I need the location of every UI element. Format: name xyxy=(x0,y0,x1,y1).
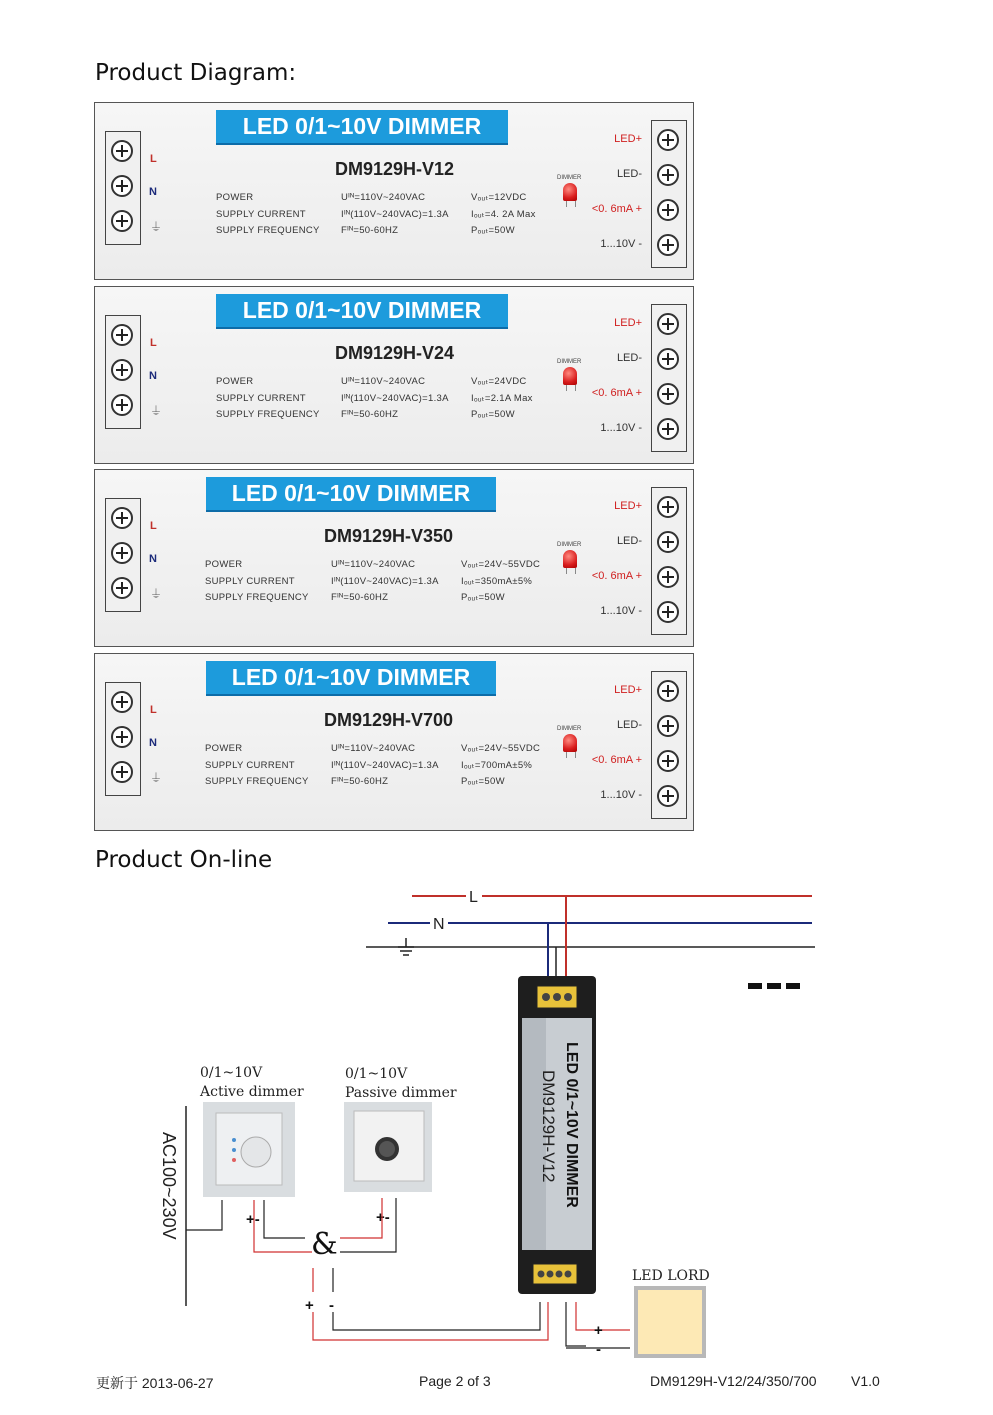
input-label-n: N xyxy=(149,370,157,382)
device-title: LED 0/1~10V DIMMER xyxy=(563,1042,580,1208)
terminal-screw-icon xyxy=(111,726,133,748)
spec-output: Vₒᵤₜ=24V~55VDC xyxy=(461,559,541,570)
led-icon xyxy=(563,183,577,201)
spec-label: SUPPLY CURRENT xyxy=(216,208,306,220)
spec-output: Iₒᵤₜ=2.1A Max xyxy=(471,392,533,404)
spec-output: Vₒᵤₜ=24VDC xyxy=(471,376,527,387)
output-label: 1...10V - xyxy=(600,789,642,801)
spec-input: Fᴵᴺ=50-60HZ xyxy=(341,409,399,420)
continuation-dashes xyxy=(748,983,800,989)
input-terminal-block xyxy=(105,315,141,429)
load-minus: - xyxy=(596,1341,601,1358)
product-panel xyxy=(94,653,694,831)
footer-version: V1.0 xyxy=(851,1373,880,1389)
panel-model: DM9129H-V12 xyxy=(335,159,455,179)
spec-input: Uᴵᴺ=110V~240VAC xyxy=(331,559,416,570)
terminal-screw-icon xyxy=(111,761,133,783)
output-label: LED- xyxy=(616,352,642,364)
input-label-n: N xyxy=(149,553,157,565)
footer-model-ref: DM9129H-V12/24/350/700 xyxy=(650,1373,817,1389)
terminal-screw-icon xyxy=(657,750,679,772)
output-label: LED+ xyxy=(614,500,642,512)
input-terminal-block xyxy=(105,498,141,612)
output-label: 1...10V - xyxy=(600,605,642,617)
led-load-label: LED LORD xyxy=(632,1268,710,1284)
dimmer-label: DIMMER xyxy=(557,175,582,181)
input-terminal-block xyxy=(105,682,141,796)
spec-output: Pₒᵤₜ=50W xyxy=(461,592,505,603)
panel-banner: LED 0/1~10V DIMMER xyxy=(216,110,508,143)
spec-input: Uᴵᴺ=110V~240VAC xyxy=(341,376,426,387)
spec-input: Fᴵᴺ=50-60HZ xyxy=(341,225,399,236)
active-dimmer-range: 0/1~10V xyxy=(200,1065,263,1081)
terminal-screw-icon xyxy=(657,601,679,623)
output-terminal-block xyxy=(651,671,687,819)
spec-input: Iᴵᴺ(110V~240VAC)=1.3A xyxy=(331,575,439,587)
ground-icon: ⏚ xyxy=(150,220,163,234)
terminal-screw-icon xyxy=(111,324,133,346)
terminal-screw-icon xyxy=(657,234,679,256)
terminal-screw-icon xyxy=(111,507,133,529)
terminal-screw-icon xyxy=(657,383,679,405)
passive-dimmer-terminals: +- xyxy=(376,1209,390,1226)
ground-icon: ⏚ xyxy=(150,404,163,418)
led-icon xyxy=(563,367,577,385)
control-minus: - xyxy=(329,1297,334,1314)
panel-model: DM9129H-V24 xyxy=(335,343,455,363)
input-label-l: L xyxy=(150,153,157,165)
terminal-screw-icon xyxy=(111,691,133,713)
spec-outputs xyxy=(471,374,533,424)
footer-page: Page 2 of 3 xyxy=(419,1373,491,1389)
terminal-screw-icon xyxy=(657,164,679,186)
spec-input: Fᴵᴺ=50-60HZ xyxy=(331,776,389,787)
spec-output: Vₒᵤₜ=12VDC xyxy=(471,192,527,203)
passive-dimmer-label: Passive dimmer xyxy=(345,1085,457,1101)
product-diagram-title: Product Diagram: xyxy=(95,60,297,86)
output-label: <0. 6mA + xyxy=(591,387,642,399)
active-dimmer-image xyxy=(203,1102,295,1197)
product-panel xyxy=(94,286,694,464)
spec-input: Fᴵᴺ=50-60HZ xyxy=(331,592,389,603)
input-label-l: L xyxy=(150,520,157,532)
wiring-diagram xyxy=(0,870,993,1370)
terminal-screw-icon xyxy=(111,577,133,599)
and-symbol: & xyxy=(311,1227,338,1262)
output-terminal-block xyxy=(651,304,687,452)
input-label-n: N xyxy=(149,737,157,749)
spec-labels xyxy=(205,557,309,607)
terminal-screw-icon xyxy=(111,210,133,232)
terminal-screw-icon xyxy=(657,199,679,221)
spec-input: Uᴵᴺ=110V~240VAC xyxy=(341,192,426,203)
led-icon xyxy=(563,550,577,568)
output-label: LED- xyxy=(616,168,642,180)
spec-label: POWER xyxy=(205,743,243,754)
terminal-screw-icon xyxy=(657,313,679,335)
input-label-l: L xyxy=(150,337,157,349)
terminal-screw-icon xyxy=(657,496,679,518)
dimmer-device xyxy=(518,976,596,1294)
spec-label: POWER xyxy=(216,192,254,203)
terminal-screw-icon xyxy=(657,785,679,807)
dimmer-label: DIMMER xyxy=(557,359,582,365)
terminal-screw-icon xyxy=(111,542,133,564)
terminal-screw-icon xyxy=(111,140,133,162)
spec-outputs xyxy=(461,557,540,607)
terminal-screw-icon xyxy=(657,129,679,151)
panel-model: DM9129H-V700 xyxy=(324,710,454,730)
ac-voltage-label: AC100~230V xyxy=(159,1132,179,1240)
output-label: LED+ xyxy=(614,317,642,329)
spec-output: Pₒᵤₜ=50W xyxy=(471,225,515,236)
spec-label: SUPPLY CURRENT xyxy=(205,759,295,771)
ground-icon xyxy=(398,938,414,955)
spec-outputs xyxy=(461,741,540,791)
panel-banner: LED 0/1~10V DIMMER xyxy=(206,477,496,510)
spec-input: Iᴵᴺ(110V~240VAC)=1.3A xyxy=(341,392,449,404)
spec-output: Iₒᵤₜ=700mA±5% xyxy=(461,759,533,771)
spec-input: Iᴵᴺ(110V~240VAC)=1.3A xyxy=(341,208,449,220)
terminal-screw-icon xyxy=(111,359,133,381)
output-label: LED+ xyxy=(614,684,642,696)
spec-label: SUPPLY FREQUENCY xyxy=(216,225,320,236)
terminal-screw-icon xyxy=(657,348,679,370)
panel-banner: LED 0/1~10V DIMMER xyxy=(216,294,508,327)
output-label: <0. 6mA + xyxy=(591,754,642,766)
ground-icon: ⏚ xyxy=(150,771,163,785)
ground-icon: ⏚ xyxy=(150,587,163,601)
active-dimmer-terminals: +- xyxy=(246,1211,260,1228)
line-l-label: L xyxy=(469,889,478,906)
terminal-screw-icon xyxy=(657,680,679,702)
dimmer-label: DIMMER xyxy=(557,726,582,732)
input-terminal-block xyxy=(105,131,141,245)
output-label: 1...10V - xyxy=(600,422,642,434)
panel-model: DM9129H-V350 xyxy=(324,526,454,546)
output-label: 1...10V - xyxy=(600,238,642,250)
output-terminal-block xyxy=(651,120,687,268)
panel-banner: LED 0/1~10V DIMMER xyxy=(206,661,496,694)
spec-output: Pₒᵤₜ=50W xyxy=(461,776,505,787)
terminal-screw-icon xyxy=(657,418,679,440)
spec-label: SUPPLY FREQUENCY xyxy=(205,776,309,787)
output-label: LED- xyxy=(616,535,642,547)
terminal-screw-icon xyxy=(111,394,133,416)
output-terminal-block xyxy=(651,487,687,635)
spec-label: SUPPLY CURRENT xyxy=(216,392,306,404)
spec-labels xyxy=(216,190,320,240)
passive-dimmer-range: 0/1~10V xyxy=(345,1066,408,1082)
spec-label: SUPPLY FREQUENCY xyxy=(205,592,309,603)
passive-dimmer-image xyxy=(344,1102,432,1192)
input-label-l: L xyxy=(150,704,157,716)
input-label-n: N xyxy=(149,186,157,198)
product-online-title: Product On-line xyxy=(95,847,273,873)
output-label: LED- xyxy=(616,719,642,731)
control-plus: + xyxy=(305,1297,314,1314)
spec-outputs xyxy=(471,190,536,240)
spec-output: Iₒᵤₜ=350mA±5% xyxy=(461,575,533,587)
spec-input: Iᴵᴺ(110V~240VAC)=1.3A xyxy=(331,759,439,771)
output-label: <0. 6mA + xyxy=(591,203,642,215)
line-n-label: N xyxy=(433,916,445,933)
dimmer-label: DIMMER xyxy=(557,542,582,548)
spec-label: POWER xyxy=(205,559,243,570)
active-dimmer-label: Active dimmer xyxy=(200,1084,304,1100)
spec-output: Pₒᵤₜ=50W xyxy=(471,409,515,420)
spec-output: Vₒᵤₜ=24V~55VDC xyxy=(461,743,541,754)
terminal-screw-icon xyxy=(657,715,679,737)
terminal-screw-icon xyxy=(111,175,133,197)
terminal-screw-icon xyxy=(657,566,679,588)
output-label: <0. 6mA + xyxy=(591,570,642,582)
spec-output: Iₒᵤₜ=4. 2A Max xyxy=(471,208,536,220)
load-plus: + xyxy=(594,1322,603,1339)
led-icon xyxy=(563,734,577,752)
spec-labels xyxy=(205,741,309,791)
device-model: DM9129H-V12 xyxy=(539,1070,558,1183)
spec-inputs xyxy=(341,190,449,240)
footer-updated: 更新于 2013-06-27 xyxy=(96,1375,214,1391)
spec-label: SUPPLY CURRENT xyxy=(205,575,295,587)
product-panel xyxy=(94,469,694,647)
spec-labels xyxy=(216,374,320,424)
output-label: LED+ xyxy=(614,133,642,145)
spec-inputs xyxy=(331,741,439,791)
spec-label: SUPPLY FREQUENCY xyxy=(216,409,320,420)
terminal-screw-icon xyxy=(657,531,679,553)
spec-inputs xyxy=(331,557,439,607)
product-panel xyxy=(94,102,694,280)
spec-input: Uᴵᴺ=110V~240VAC xyxy=(331,743,416,754)
led-load-panel xyxy=(636,1288,704,1356)
spec-inputs xyxy=(341,374,449,424)
spec-label: POWER xyxy=(216,376,254,387)
